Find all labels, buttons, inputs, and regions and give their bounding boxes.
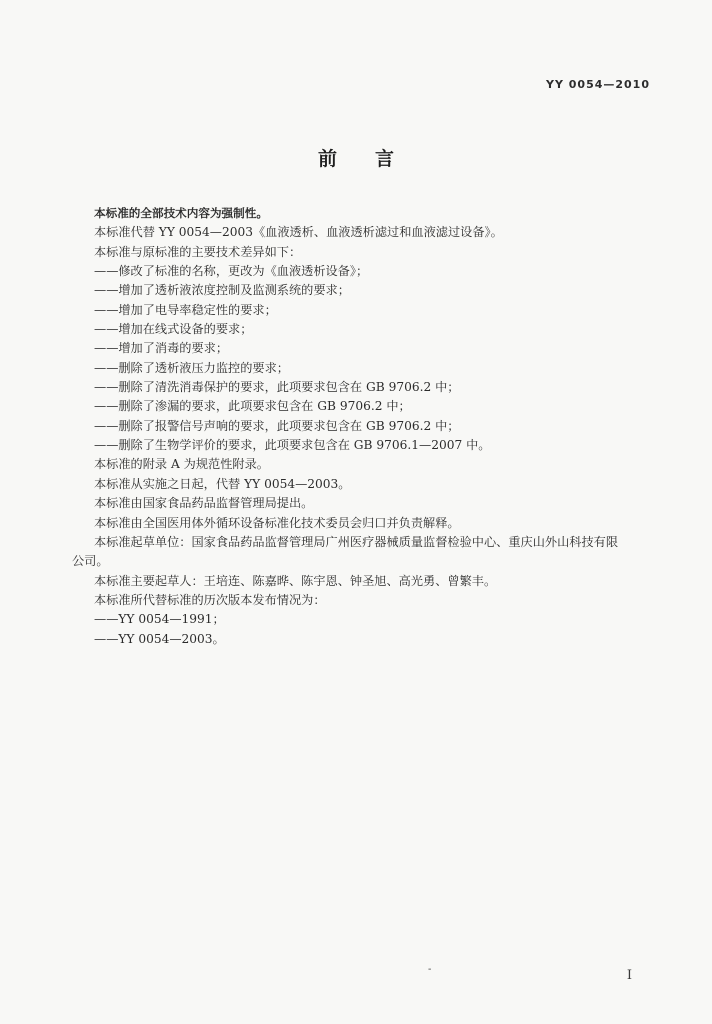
difference-item: ——删除了生物学评价的要求，此项要求包含在 GB 9706.1—2007 中。 (94, 438, 491, 453)
appendix-statement: 本标准的附录 A 为规范性附录。 (94, 457, 269, 472)
replacement-statement: 本标准代替 YY 0054—2003《血液透析、血液透析滤过和血液滤过设备》。 (94, 225, 503, 240)
difference-item: ——删除了渗漏的要求，此项要求包含在 GB 9706.2 中； (94, 399, 411, 414)
difference-item: ——增加了消毒的要求； (94, 341, 229, 356)
difference-item: ——增加了电导率稳定性的要求； (94, 302, 277, 317)
history-intro: 本标准所代替标准的历次版本发布情况为： (94, 592, 326, 607)
standard-code: YY 0054—2010 (546, 78, 650, 91)
history-item: ——YY 0054—1991； (94, 612, 225, 627)
page-title: 前言 (317, 148, 432, 170)
difference-item: ——增加在线式设备的要求； (94, 322, 253, 337)
difference-item: ——删除了透析液压力监控的要求； (94, 360, 289, 375)
foreword-body (74, 204, 654, 649)
difference-item: ——修改了标准的名称，更改为《血液透析设备》； (94, 264, 369, 279)
mandatory-statement: 本标准的全部技术内容为强制性。 (94, 206, 268, 220)
proposer-statement: 本标准由国家食品药品监督管理局提出。 (94, 496, 314, 511)
effective-statement: 本标准从实施之日起，代替 YY 0054—2003。 (94, 476, 351, 491)
page-number: I (626, 968, 632, 983)
main-drafters: 本标准主要起草人：王培连、陈嘉晔、陈宇恩、钟圣旭、高光勇、曾繁丰。 (94, 573, 497, 588)
difference-item: ——删除了清洗消毒保护的要求，此项要求包含在 GB 9706.2 中； (94, 380, 460, 395)
difference-item: ——增加了透析液浓度控制及监测系统的要求； (94, 283, 350, 298)
difference-item: ——删除了报警信号声响的要求，此项要求包含在 GB 9706.2 中； (94, 418, 460, 433)
drafting-units: 本标准起草单位：国家食品药品监督管理局广州医疗器械质量监督检验中心、重庆山外山科技有限 (94, 534, 619, 549)
footer-mark: - (428, 964, 432, 975)
history-item: ——YY 0054—2003。 (94, 631, 225, 646)
differences-intro: 本标准与原标准的主要技术差异如下： (94, 244, 302, 259)
drafting-units-continued: 公司。 (72, 554, 109, 569)
committee-statement: 本标准由全国医用体外循环设备标准化技术委员会归口并负责解释。 (94, 515, 460, 530)
